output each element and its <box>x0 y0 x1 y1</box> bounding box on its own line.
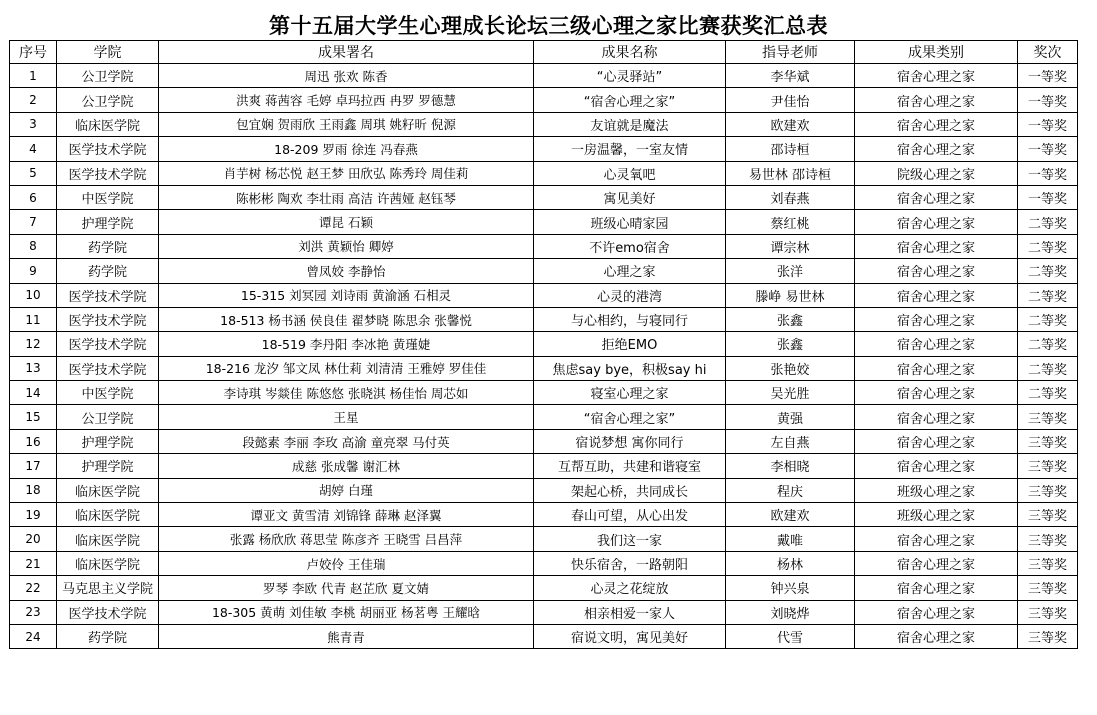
row-index: 20 <box>10 527 57 551</box>
table-row <box>10 161 1078 185</box>
column-header-work-name: 成果名称 <box>534 41 726 64</box>
work-name-cell: “宿舍心理之家” <box>534 88 726 112</box>
authors-cell: 李诗琪 岑燚佳 陈悠悠 张晓淇 杨佳怡 周芯如 <box>159 381 534 405</box>
row-index: 12 <box>10 332 57 356</box>
advisor-cell: 代雪 <box>726 624 855 648</box>
advisor-cell: 欧建欢 <box>726 503 855 527</box>
column-header-category: 成果类别 <box>855 41 1018 64</box>
advisor-cell: 张鑫 <box>726 307 855 331</box>
category-cell: 宿舍心理之家 <box>855 210 1018 234</box>
award-cell: 三等奖 <box>1018 576 1078 600</box>
table-row <box>10 576 1078 600</box>
category-cell: 宿舍心理之家 <box>855 234 1018 258</box>
college-cell: 临床医学院 <box>57 551 159 575</box>
award-cell: 三等奖 <box>1018 454 1078 478</box>
award-cell: 二等奖 <box>1018 332 1078 356</box>
authors-cell: 刘洪 黄颖怡 卿婷 <box>159 234 534 258</box>
college-cell: 马克思主义学院 <box>57 576 159 600</box>
column-header-authors: 成果署名 <box>159 41 534 64</box>
category-cell: 宿舍心理之家 <box>855 283 1018 307</box>
college-cell: 护理学院 <box>57 454 159 478</box>
row-index: 7 <box>10 210 57 234</box>
authors-cell: 成慈 张成馨 谢汇林 <box>159 454 534 478</box>
category-cell: 宿舍心理之家 <box>855 64 1018 88</box>
college-cell: 药学院 <box>57 234 159 258</box>
category-cell: 宿舍心理之家 <box>855 405 1018 429</box>
row-index: 23 <box>10 600 57 624</box>
table-row <box>10 234 1078 258</box>
authors-cell: 王星 <box>159 405 534 429</box>
college-cell: 公卫学院 <box>57 64 159 88</box>
award-cell: 三等奖 <box>1018 600 1078 624</box>
authors-cell: 洪爽 蒋茜容 毛婷 卓玛拉西 冉罗 罗德慧 <box>159 88 534 112</box>
advisor-cell: 左自燕 <box>726 429 855 453</box>
category-cell: 宿舍心理之家 <box>855 307 1018 331</box>
work-name-cell: 心理之家 <box>534 259 726 283</box>
college-cell: 药学院 <box>57 259 159 283</box>
college-cell: 公卫学院 <box>57 405 159 429</box>
category-cell: 班级心理之家 <box>855 503 1018 527</box>
table-row <box>10 624 1078 648</box>
advisor-cell: 张洋 <box>726 259 855 283</box>
authors-cell: 曾凤姣 李静怡 <box>159 259 534 283</box>
authors-cell: 18-305 黄萌 刘佳敏 李桃 胡丽亚 杨茗粤 王耀晗 <box>159 600 534 624</box>
award-cell: 二等奖 <box>1018 283 1078 307</box>
row-index: 21 <box>10 551 57 575</box>
work-name-cell: 心灵的港湾 <box>534 283 726 307</box>
work-name-cell: 寓见美好 <box>534 185 726 209</box>
table-row <box>10 88 1078 112</box>
college-cell: 医学技术学院 <box>57 332 159 356</box>
award-cell: 三等奖 <box>1018 405 1078 429</box>
work-name-cell: 寝室心理之家 <box>534 381 726 405</box>
college-cell: 医学技术学院 <box>57 161 159 185</box>
award-cell: 一等奖 <box>1018 137 1078 161</box>
row-index: 9 <box>10 259 57 283</box>
table-row <box>10 551 1078 575</box>
page-title: 第十五届大学生心理成长论坛三级心理之家比赛获奖汇总表 <box>269 14 828 38</box>
authors-cell: 陈彬彬 陶欢 李壮雨 高洁 许茜娅 赵钰琴 <box>159 185 534 209</box>
category-cell: 宿舍心理之家 <box>855 551 1018 575</box>
category-cell: 院级心理之家 <box>855 161 1018 185</box>
column-header-advisor: 指导老师 <box>726 41 855 64</box>
row-index: 22 <box>10 576 57 600</box>
advisor-cell: 欧建欢 <box>726 112 855 136</box>
authors-cell: 罗琴 李欧 代青 赵芷欣 夏文婧 <box>159 576 534 600</box>
award-cell: 一等奖 <box>1018 185 1078 209</box>
college-cell: 公卫学院 <box>57 88 159 112</box>
category-cell: 宿舍心理之家 <box>855 381 1018 405</box>
row-index: 13 <box>10 356 57 380</box>
row-index: 1 <box>10 64 57 88</box>
authors-cell: 肖芋树 杨芯悦 赵王梦 田欣弘 陈秀玲 周佳莉 <box>159 161 534 185</box>
advisor-cell: 滕峥 易世林 <box>726 283 855 307</box>
college-cell: 护理学院 <box>57 210 159 234</box>
work-name-cell: 不许emo宿舍 <box>534 234 726 258</box>
table-row <box>10 429 1078 453</box>
authors-cell: 周迅 张欢 陈香 <box>159 64 534 88</box>
college-cell: 临床医学院 <box>57 527 159 551</box>
advisor-cell: 尹佳怡 <box>726 88 855 112</box>
row-index: 10 <box>10 283 57 307</box>
category-cell: 宿舍心理之家 <box>855 624 1018 648</box>
table-row <box>10 112 1078 136</box>
column-header-award: 奖次 <box>1018 41 1078 64</box>
authors-cell: 18-519 李丹阳 李冰艳 黄瑾婕 <box>159 332 534 356</box>
award-cell: 一等奖 <box>1018 88 1078 112</box>
category-cell: 宿舍心理之家 <box>855 185 1018 209</box>
category-cell: 宿舍心理之家 <box>855 527 1018 551</box>
work-name-cell: 快乐宿舍，一路朝阳 <box>534 551 726 575</box>
authors-cell: 谭昆 石颖 <box>159 210 534 234</box>
advisor-cell: 张艳姣 <box>726 356 855 380</box>
award-cell: 三等奖 <box>1018 503 1078 527</box>
award-cell: 三等奖 <box>1018 429 1078 453</box>
category-cell: 宿舍心理之家 <box>855 112 1018 136</box>
row-index: 24 <box>10 624 57 648</box>
row-index: 3 <box>10 112 57 136</box>
table-row <box>10 405 1078 429</box>
award-cell: 三等奖 <box>1018 551 1078 575</box>
work-name-cell: 互帮互助，共建和谐寝室 <box>534 454 726 478</box>
advisor-cell: 张鑫 <box>726 332 855 356</box>
table-row <box>10 600 1078 624</box>
advisor-cell: 杨林 <box>726 551 855 575</box>
work-name-cell: 友谊就是魔法 <box>534 112 726 136</box>
row-index: 5 <box>10 161 57 185</box>
award-cell: 三等奖 <box>1018 478 1078 502</box>
award-cell: 二等奖 <box>1018 210 1078 234</box>
authors-cell: 熊青青 <box>159 624 534 648</box>
award-cell: 二等奖 <box>1018 307 1078 331</box>
college-cell: 中医学院 <box>57 185 159 209</box>
table-row <box>10 137 1078 161</box>
category-cell: 宿舍心理之家 <box>855 356 1018 380</box>
table-row <box>10 307 1078 331</box>
award-cell: 一等奖 <box>1018 64 1078 88</box>
table-row <box>10 478 1078 502</box>
row-index: 19 <box>10 503 57 527</box>
work-name-cell: 班级心晴家园 <box>534 210 726 234</box>
college-cell: 临床医学院 <box>57 503 159 527</box>
row-index: 18 <box>10 478 57 502</box>
authors-cell: 15-315 刘冥园 刘诗雨 黄渝涵 石相灵 <box>159 283 534 307</box>
table-row <box>10 283 1078 307</box>
advisor-cell: 钟兴泉 <box>726 576 855 600</box>
column-header-college: 学院 <box>57 41 159 64</box>
college-cell: 护理学院 <box>57 429 159 453</box>
row-index: 4 <box>10 137 57 161</box>
advisor-cell: 刘春燕 <box>726 185 855 209</box>
advisor-cell: 黄强 <box>726 405 855 429</box>
work-name-cell: 一房温馨，一室友情 <box>534 137 726 161</box>
work-name-cell: 焦虑say bye，积极say hi <box>534 356 726 380</box>
award-cell: 二等奖 <box>1018 259 1078 283</box>
authors-cell: 18-209 罗雨 徐连 冯春燕 <box>159 137 534 161</box>
row-index: 11 <box>10 307 57 331</box>
table-row <box>10 259 1078 283</box>
advisor-cell: 谭宗林 <box>726 234 855 258</box>
work-name-cell: 宿说文明，寓见美好 <box>534 624 726 648</box>
category-cell: 宿舍心理之家 <box>855 429 1018 453</box>
work-name-cell: 春山可望，从心出发 <box>534 503 726 527</box>
category-cell: 宿舍心理之家 <box>855 88 1018 112</box>
row-index: 2 <box>10 88 57 112</box>
award-cell: 二等奖 <box>1018 356 1078 380</box>
advisor-cell: 程庆 <box>726 478 855 502</box>
award-cell: 二等奖 <box>1018 381 1078 405</box>
work-name-cell: 架起心桥，共同成长 <box>534 478 726 502</box>
advisor-cell: 戴唯 <box>726 527 855 551</box>
category-cell: 宿舍心理之家 <box>855 454 1018 478</box>
header-row <box>10 41 1078 64</box>
row-index: 15 <box>10 405 57 429</box>
row-index: 6 <box>10 185 57 209</box>
college-cell: 临床医学院 <box>57 112 159 136</box>
advisor-cell: 刘晓烨 <box>726 600 855 624</box>
work-name-cell: 心灵之花绽放 <box>534 576 726 600</box>
authors-cell: 18-513 杨书涵 侯良佳 翟梦晓 陈思余 张馨悦 <box>159 307 534 331</box>
category-cell: 宿舍心理之家 <box>855 259 1018 283</box>
college-cell: 医学技术学院 <box>57 356 159 380</box>
award-cell: 二等奖 <box>1018 234 1078 258</box>
advisor-cell: 李相晓 <box>726 454 855 478</box>
award-table <box>9 40 1078 649</box>
table-row <box>10 64 1078 88</box>
category-cell: 班级心理之家 <box>855 478 1018 502</box>
category-cell: 宿舍心理之家 <box>855 600 1018 624</box>
authors-cell: 18-216 龙汐 邹文凤 林仕莉 刘清清 王雅婷 罗佳佳 <box>159 356 534 380</box>
college-cell: 临床医学院 <box>57 478 159 502</box>
advisor-cell: 吴光胜 <box>726 381 855 405</box>
work-name-cell: “心灵驿站” <box>534 64 726 88</box>
advisor-cell: 易世林 邵诗桓 <box>726 161 855 185</box>
column-header-index: 序号 <box>10 41 57 64</box>
category-cell: 宿舍心理之家 <box>855 332 1018 356</box>
table-row <box>10 210 1078 234</box>
table-row <box>10 381 1078 405</box>
college-cell: 中医学院 <box>57 381 159 405</box>
work-name-cell: “宿舍心理之家” <box>534 405 726 429</box>
award-cell: 三等奖 <box>1018 624 1078 648</box>
row-index: 16 <box>10 429 57 453</box>
college-cell: 医学技术学院 <box>57 137 159 161</box>
table-row <box>10 332 1078 356</box>
college-cell: 药学院 <box>57 624 159 648</box>
authors-cell: 谭亚文 黄雪清 刘锦锋 薛琳 赵泽翼 <box>159 503 534 527</box>
work-name-cell: 心灵氧吧 <box>534 161 726 185</box>
work-name-cell: 宿说梦想 寓你同行 <box>534 429 726 453</box>
row-index: 14 <box>10 381 57 405</box>
table-row <box>10 454 1078 478</box>
table-row <box>10 503 1078 527</box>
work-name-cell: 我们这一家 <box>534 527 726 551</box>
award-cell: 一等奖 <box>1018 112 1078 136</box>
authors-cell: 段懿素 李丽 李玫 高渝 童亮翠 马付英 <box>159 429 534 453</box>
category-cell: 宿舍心理之家 <box>855 137 1018 161</box>
table-row <box>10 527 1078 551</box>
award-cell: 一等奖 <box>1018 161 1078 185</box>
advisor-cell: 邵诗桓 <box>726 137 855 161</box>
work-name-cell: 与心相约，与寝同行 <box>534 307 726 331</box>
award-cell: 三等奖 <box>1018 527 1078 551</box>
college-cell: 医学技术学院 <box>57 307 159 331</box>
table-row <box>10 356 1078 380</box>
row-index: 8 <box>10 234 57 258</box>
authors-cell: 卢姣伶 王佳瑞 <box>159 551 534 575</box>
row-index: 17 <box>10 454 57 478</box>
table-body <box>10 64 1078 649</box>
advisor-cell: 蔡红桃 <box>726 210 855 234</box>
authors-cell: 张露 杨欣欣 蒋思莹 陈彦齐 王晓雪 吕昌萍 <box>159 527 534 551</box>
authors-cell: 包宜娴 贺雨欣 王雨鑫 周琪 姚籽昕 倪源 <box>159 112 534 136</box>
college-cell: 医学技术学院 <box>57 283 159 307</box>
category-cell: 宿舍心理之家 <box>855 576 1018 600</box>
college-cell: 医学技术学院 <box>57 600 159 624</box>
work-name-cell: 相亲相爱一家人 <box>534 600 726 624</box>
table-row <box>10 185 1078 209</box>
work-name-cell: 拒绝EMO <box>534 332 726 356</box>
advisor-cell: 李华斌 <box>726 64 855 88</box>
authors-cell: 胡婷 白瑾 <box>159 478 534 502</box>
